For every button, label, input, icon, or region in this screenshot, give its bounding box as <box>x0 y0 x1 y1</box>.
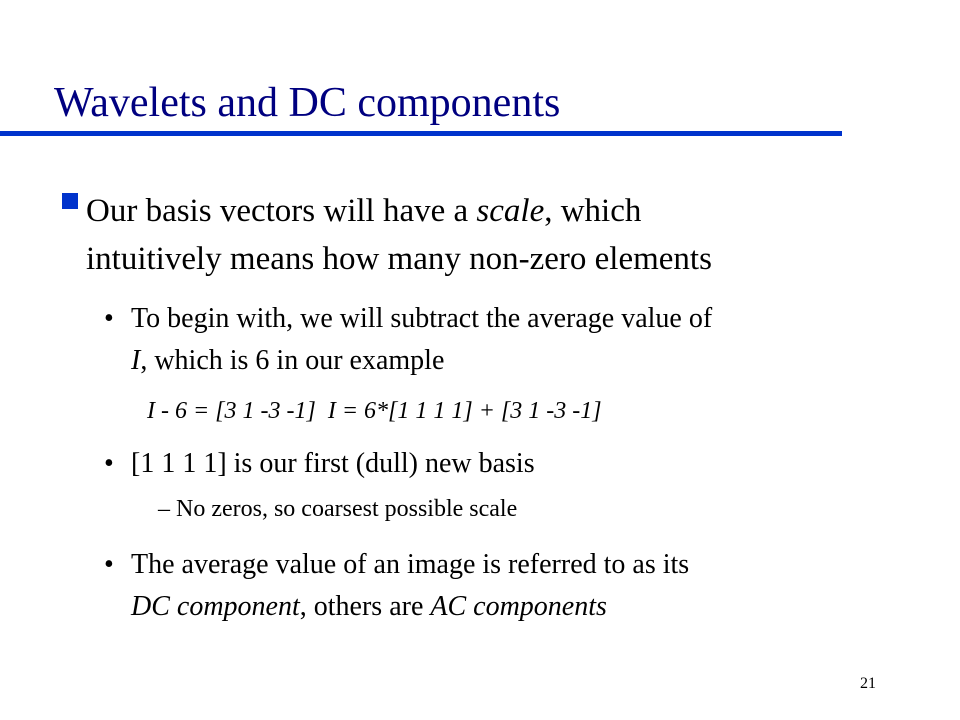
dot-bullet-icon: • <box>104 549 114 580</box>
slide-number: 21 <box>860 675 876 692</box>
emphasis-ac-components: AC components <box>430 591 607 622</box>
sub-bullet-line-2 <box>131 586 689 628</box>
dot-bullet-icon: • <box>104 448 114 479</box>
text-segment: , others are <box>299 591 431 622</box>
square-bullet-icon <box>62 193 78 209</box>
slide-title: Wavelets and DC components <box>54 80 561 126</box>
emphasis-dc-component: DC component <box>131 591 300 622</box>
text-segment: , which <box>544 193 642 229</box>
emphasis-i: I <box>131 345 141 376</box>
sub-bullet-line-1: The average value of an image is referred to as its <box>131 549 690 580</box>
text-segment: , which is 6 in our example <box>140 345 445 376</box>
emphasis-scale: scale <box>476 193 545 229</box>
sub-bullet-first-basis: [1 1 1 1] is our first (dull) new basis <box>131 448 535 479</box>
sub-bullet-line-1: To begin with, we will subtract the average value of <box>131 303 713 334</box>
bullet-line-1 <box>86 187 712 235</box>
sub-bullet-dc-component <box>131 544 689 628</box>
title-underline <box>0 131 842 136</box>
sub-bullet-subtract-average <box>131 298 712 382</box>
dash-item-coarsest-scale: – No zeros, so coarsest possible scale <box>158 496 518 522</box>
formula-line: I - 6 = [3 1 -3 -1] I = 6*[1 1 1 1] + [3 1 -3 -1] <box>147 398 602 424</box>
sub-bullet-line-2 <box>131 340 712 382</box>
text-segment: Our basis vectors will have a <box>86 193 477 229</box>
bullet-line-2: intuitively means how many non-zero elements <box>86 241 712 277</box>
bullet-text-basis-scale <box>86 187 712 283</box>
dot-bullet-icon: • <box>104 303 114 334</box>
